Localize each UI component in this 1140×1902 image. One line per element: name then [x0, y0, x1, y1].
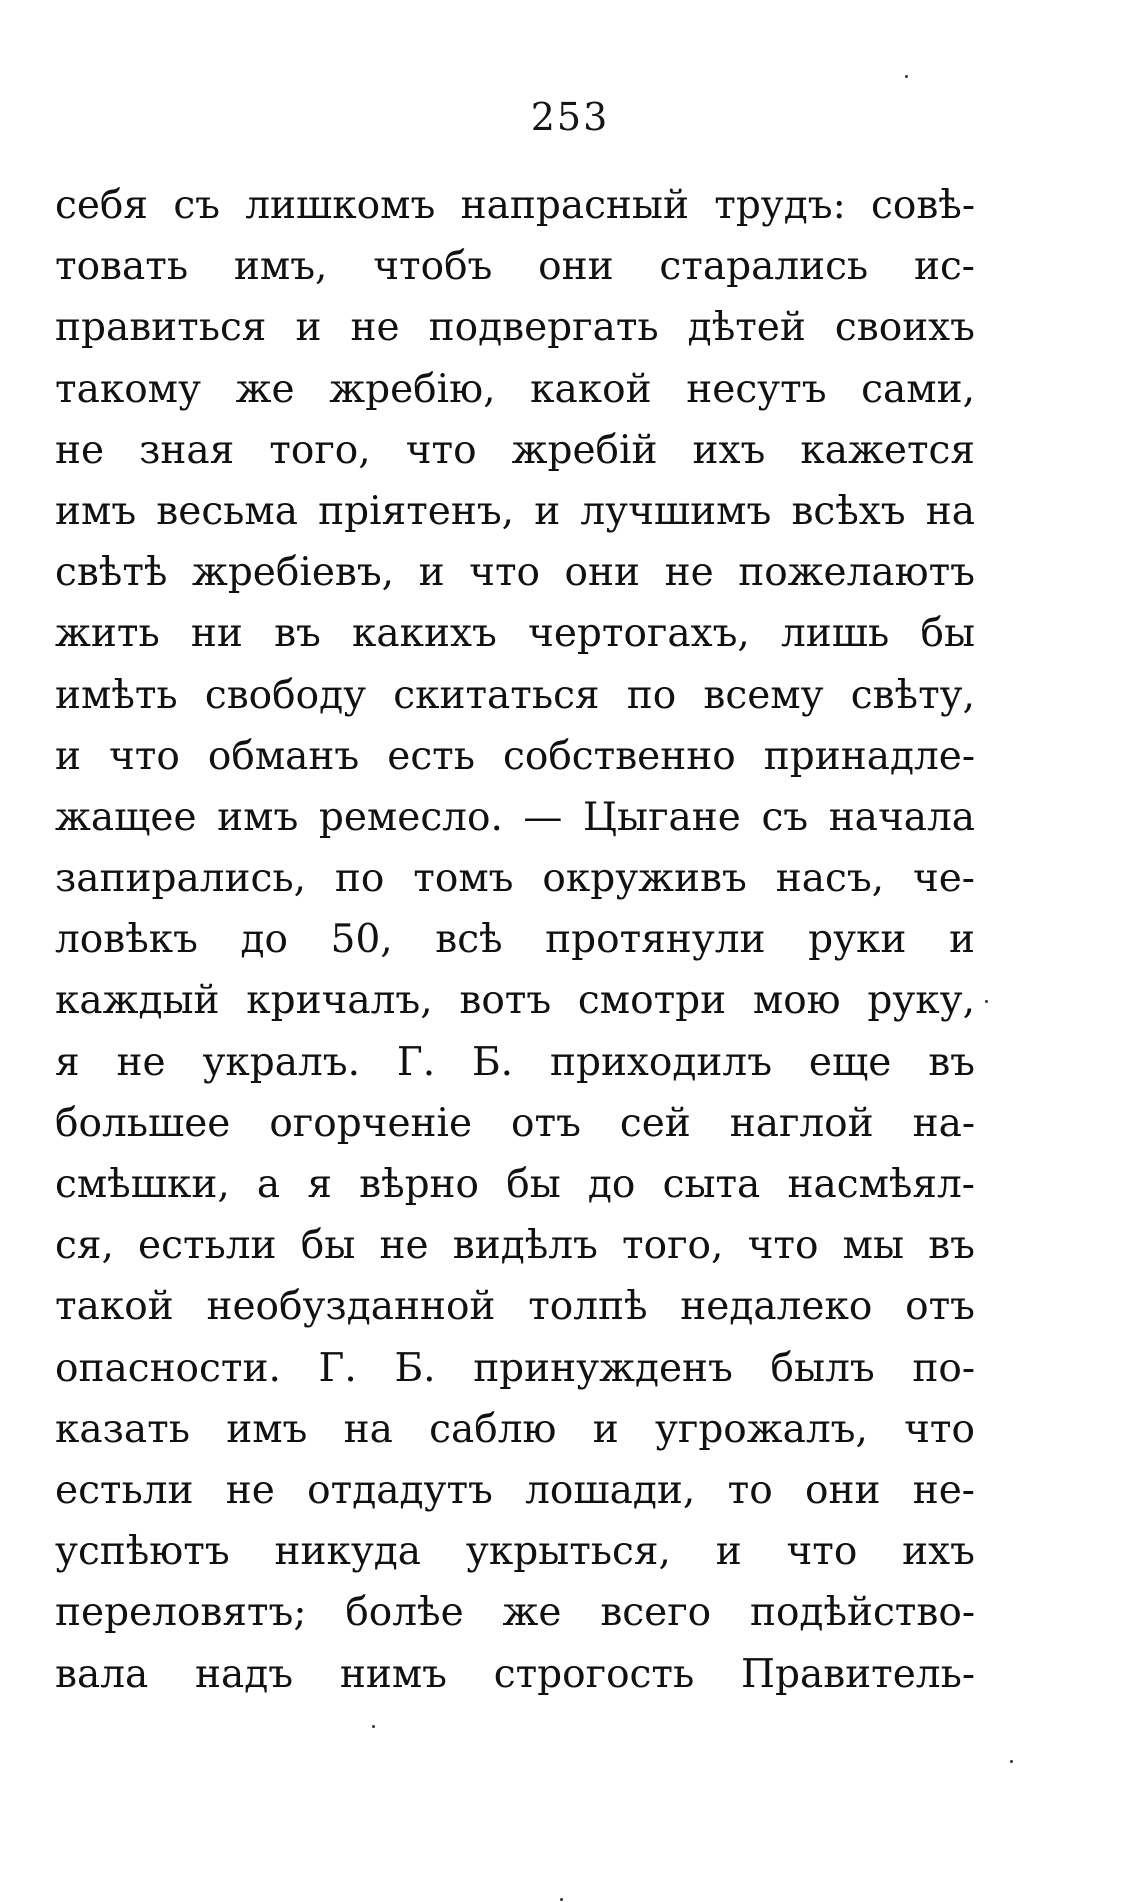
- text-line: такому же жребію, какой несутъ сами,: [55, 366, 975, 412]
- text-line: переловятъ; болѣе же всего подѣйство-: [55, 1590, 975, 1636]
- text-line: опасности. Г. Б. принужденъ былъ по-: [55, 1345, 975, 1391]
- text-line: жить ни въ какихъ чертогахъ, лишь бы: [55, 611, 975, 657]
- scan-speck: [372, 1725, 375, 1728]
- text-line: каждый кричалъ, вотъ смотри мою руку,: [55, 978, 975, 1024]
- text-line: казать имъ на саблю и угрожалъ, что: [55, 1406, 975, 1452]
- text-line: смѣшки, а я вѣрно бы до сыта насмѣял-: [55, 1162, 975, 1207]
- text-line: такой необузданной толпѣ недалеко отъ: [55, 1284, 975, 1330]
- text-line: успѣютъ никуда укрыться, и что ихъ: [55, 1529, 975, 1575]
- text-line: запирались, по томъ окруживъ насъ, че-: [55, 856, 975, 902]
- text-line: и что обманъ есть собственно принадле-: [55, 733, 975, 779]
- scan-speck: [1010, 1760, 1013, 1763]
- text-line: товать имъ, чтобъ они старались ис-: [55, 244, 975, 290]
- text-line: ловѣкъ до 50, всѣ протянули руки и: [55, 917, 975, 963]
- text-line: ся, естьли бы не видѣлъ того, что мы въ: [55, 1223, 975, 1269]
- text-line: я не укралъ. Г. Б. приходилъ еще въ: [55, 1039, 975, 1085]
- text-line: себя съ лишкомъ напрасный трудъ: совѣ-: [55, 183, 975, 228]
- text-line: естьли не отдадутъ лошади, то они не-: [55, 1467, 975, 1513]
- body-text: [55, 175, 975, 1705]
- text-line: вала надъ нимъ строгость Правитель-: [55, 1651, 975, 1697]
- text-line: большее огорченіе отъ сей наглой на-: [55, 1100, 975, 1146]
- text-line: правиться и не подвергать дѣтей своихъ: [55, 305, 975, 351]
- text-line: свѣтѣ жребіевъ, и что они не пожелаютъ: [55, 550, 975, 596]
- page-number: 253: [530, 95, 610, 139]
- scan-speck: [905, 75, 908, 78]
- text-line: имѣть свободу скитаться по всему свѣту,: [55, 672, 975, 718]
- text-line: не зная того, что жребій ихъ кажется: [55, 427, 975, 473]
- text-line: имъ весьма пріятенъ, и лучшимъ всѣхъ на: [55, 488, 975, 534]
- scan-speck: [560, 1898, 563, 1901]
- scan-speck: [985, 1000, 988, 1003]
- text-line: жащее имъ ремесло. — Цыгане съ начала: [55, 794, 975, 840]
